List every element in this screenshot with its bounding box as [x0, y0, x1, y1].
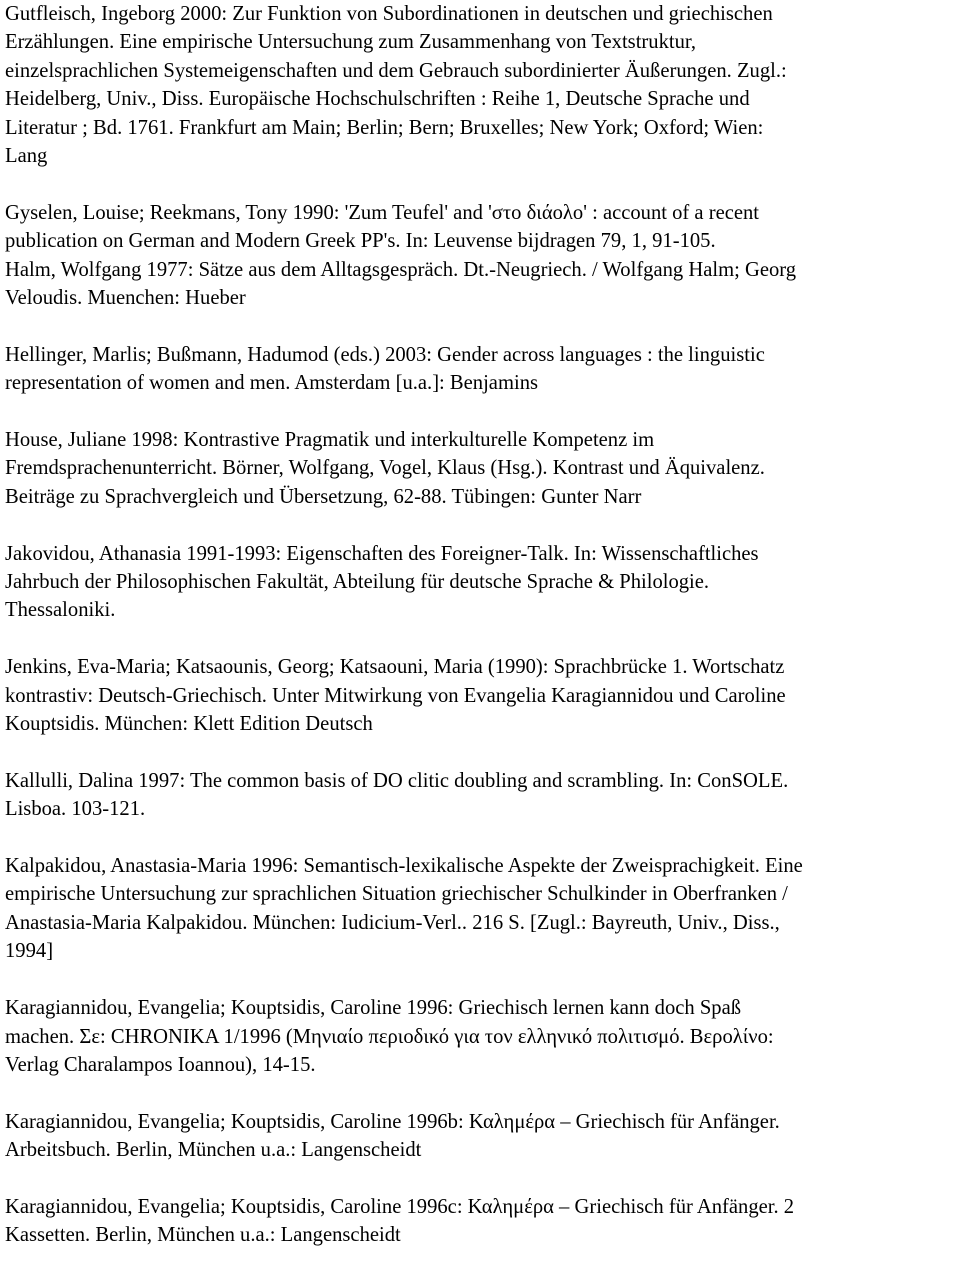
entry-line: Jahrbuch der Philosophischen Fakultät, Abteilung für deutsche Sprache & Philologie. [5, 571, 710, 594]
entry-line: empirische Untersuchung zur sprachlichen Situation griechischer Schulkinder in Oberfranken / [5, 883, 788, 906]
entry-gap [5, 312, 958, 340]
bib-entry-kalpakidou [5, 852, 958, 966]
entry-line: Anastasia-Maria Kalpakidou. München: Iudicium-Verl.. 216 S. [Zugl.: Bayreuth, Univ., Diss., [5, 911, 780, 934]
entry-gap [5, 170, 958, 198]
bib-entry-halm [5, 256, 958, 313]
entry-line: representation of women and men. Amsterdam [u.a.]: Benjamins [5, 372, 539, 395]
entry-gap [5, 738, 958, 766]
bib-entry-kallulli [5, 767, 958, 824]
entry-gap [5, 398, 958, 426]
entry-line: Lang [5, 145, 48, 168]
bib-entry-gutfleisch [5, 0, 958, 170]
entry-line: Thessaloniki. [5, 599, 116, 622]
entry-gap [5, 824, 958, 852]
bib-entry-karagiannidou-1996 [5, 994, 958, 1079]
entry-line: Karagiannidou, Evangelia; Kouptsidis, Caroline 1996: Griechisch lernen kann doch Spaß [5, 997, 742, 1020]
entry-line: Jakovidou, Athanasia 1991-1993: Eigenschaften des Foreigner-Talk. In: Wissenschaftliches [5, 542, 759, 565]
entry-line: Lisboa. 103-121. [5, 798, 146, 821]
entry-line: Gyselen, Louise; Reekmans, Tony 1990: 'Zum Teufel' and 'στο διάολο' : account of a recent [5, 201, 760, 224]
entry-line: Karagiannidou, Evangelia; Kouptsidis, Caroline 1996b: Καλημέρα – Griechisch für Anfänger. [5, 1110, 780, 1133]
entry-line: Karagiannidou, Evangelia; Kouptsidis, Caroline 1996c: Καλημέρα – Griechisch für Anfänger. 2 [5, 1195, 795, 1218]
entry-line: kontrastiv: Deutsch-Griechisch. Unter Mitwirkung von Evangelia Karagiannidou und Caroline [5, 684, 786, 707]
entry-line: Jenkins, Eva-Maria; Katsaounis, Georg; Katsaouni, Maria (1990): Sprachbrücke 1. Wortschatz [5, 656, 785, 679]
entry-line: Erzählungen. Eine empirische Untersuchung zum Zusammenhang von Textstruktur, [5, 31, 697, 54]
entry-gap [5, 1165, 958, 1193]
entry-line: Kouptsidis. München: Klett Edition Deutsch [5, 713, 373, 736]
bib-entry-karagiannidou-1996c [5, 1193, 958, 1250]
bib-entry-karagiannidou-1996b [5, 1108, 958, 1165]
bib-entry-gyselen [5, 199, 958, 256]
entry-line: Verlag Charalampos Ioannou), 14-15. [5, 1053, 316, 1076]
entry-line: Gutfleisch, Ingeborg 2000: Zur Funktion von Subordinationen in deutschen und griechischen [5, 3, 773, 25]
entry-line: Heidelberg, Univ., Diss. Europäische Hochschulschriften : Reihe 1, Deutsche Sprache und [5, 88, 750, 111]
entry-line: 1994] [5, 940, 54, 963]
bibliography-page [5, 0, 958, 1250]
entry-line: House, Juliane 1998: Kontrastive Pragmatik und interkulturelle Kompetenz im [5, 429, 655, 452]
entry-gap [5, 1079, 958, 1107]
entry-line: Veloudis. Muenchen: Hueber [5, 287, 246, 310]
entry-line: Literatur ; Bd. 1761. Frankfurt am Main; Berlin; Bern; Bruxelles; New York; Oxford; Wien: [5, 116, 764, 139]
bib-entry-house [5, 426, 958, 511]
bib-entry-hellinger [5, 341, 958, 398]
entry-line: Fremdsprachenunterricht. Börner, Wolfgang, Vogel, Klaus (Hsg.). Kontrast und Äquivalenz. [5, 457, 765, 480]
entry-line: machen. Σε: CHRONIKA 1/1996 (Μηνιαίο περιοδικό για τον ελληνικό πολιτισμό. Βερολίνο: [5, 1025, 774, 1048]
entry-line: Arbeitsbuch. Berlin, München u.a.: Langenscheidt [5, 1139, 422, 1162]
bib-entry-jakovidou [5, 540, 958, 625]
entry-line: Hellinger, Marlis; Bußmann, Hadumod (eds.) 2003: Gender across languages : the linguistic [5, 343, 765, 366]
entry-line: Beiträge zu Sprachvergleich und Übersetzung, 62-88. Tübingen: Gunter Narr [5, 485, 642, 508]
entry-line: Halm, Wolfgang 1977: Sätze aus dem Alltagsgespräch. Dt.-Neugriech. / Wolfgang Halm; Georg [5, 258, 797, 281]
entry-line: Kalpakidou, Anastasia-Maria 1996: Semantisch-lexikalische Aspekte der Zweisprachigkeit. Eine [5, 855, 803, 878]
entry-line: publication on German and Modern Greek PP's. In: Leuvense bijdragen 79, 1, 91-105. [5, 230, 716, 253]
entry-gap [5, 966, 958, 994]
entry-line: Kallulli, Dalina 1997: The common basis of DO clitic doubling and scrambling. In: ConSOLE. [5, 769, 789, 792]
bib-entry-jenkins [5, 653, 958, 738]
entry-line: einzelsprachlichen Systemeigenschaften und dem Gebrauch subordinierter Äußerungen. Zugl.: [5, 59, 787, 82]
entry-gap [5, 625, 958, 653]
entry-gap [5, 511, 958, 539]
entry-line: Kassetten. Berlin, München u.a.: Langenscheidt [5, 1224, 401, 1247]
